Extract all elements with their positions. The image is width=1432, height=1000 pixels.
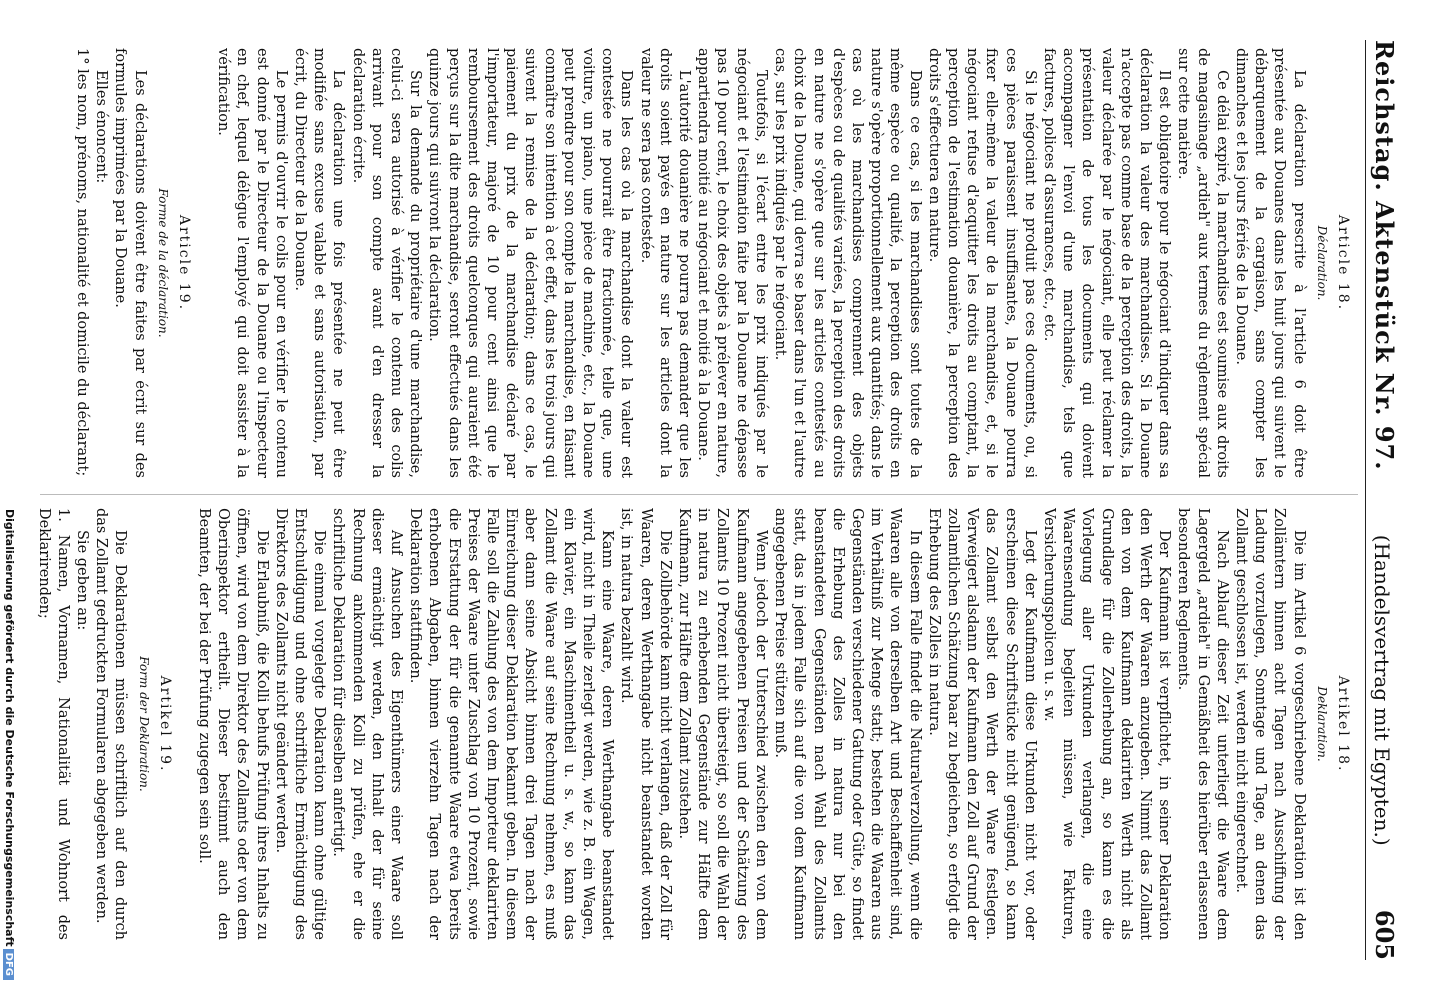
paragraph-fr: Sur la demande du propriétaire d'une marchandise, celui-ci sera autorisé à vérifier le contenu des colis arrivant pour son compte avant d'en dresser la déclaration écrite.: [349, 48, 424, 478]
column-divider: [40, 494, 1358, 495]
paragraph-de: Die Erlaubniß, die Kolli behufs Prüfung ihres Inhalts zu öffnen, wird von dem Direktor des Zollamts oder von dem Oberinspektor ertheilt. Dieser bestimmt auch den Beamten, der bei der Prüfung zugegen sein soll.: [196, 508, 270, 940]
article-18-heading-de: Artikel 18.: [1335, 675, 1351, 773]
article-19-heading-fr: Article 19.: [176, 214, 193, 312]
paragraph-fr: L'autorité douanière ne pourra pas demander que les droits soient payés en nature sur les articles dont la valeur ne sera pas contestée.: [637, 48, 693, 478]
paragraph-de: Die einmal vorgelegte Deklaration kann ohne gültige Entschuldigung und ohne schriftliche Ermächtigung des Direktors des Zollamts nicht geändert werden.: [272, 508, 328, 940]
digitization-credit: [2, 420, 16, 980]
header-center: (Handelsvertrag mit Egypten.): [1370, 534, 1394, 846]
paragraph-fr: La déclaration une fois présentée ne peut être modifiée sans excuse valable et sans autorisation, par écrit, du Directeur de la Douane.: [292, 48, 347, 478]
paragraph-de: Sie geben an:: [74, 530, 90, 631]
page-header: [1365, 40, 1410, 960]
paragraph-de: Die im Artikel 6 vorgeschriebene Deklaration ist den Zollämtern binnen acht Tagen nach Ausschiffung der Ladung vorzulegen, Sonntage und Tage, an denen das Zollamt geschlossen ist, werden nicht eingerechnet.: [1232, 508, 1307, 940]
paragraph-fr: Il est obligatoire pour le négociant d'indiquer dans sa déclaration la valeur des marchandises. Si la Douane n'accepte pas comme base de la perception des droits, la valeur déclarée par le négociant, elle peut réclamer la présentation de tous les documents qui doivent accompagner l'envoi d'une marchandise, tels que factures, polices d'assurances, etc., etc.: [1040, 48, 1173, 478]
paragraph-de: Die Deklarationen müssen schriftlich auf den durch das Zollamt gedruckten Formularen abgegeben werden.: [93, 508, 129, 940]
paragraph-fr: Si le négociant ne produit pas ces documents, ou, si ces pièces paraissent insuffisantes, la Douane pourra fixer elle-même la valeur de la marchandise, et, si le négociant refuse d'acquitter les droits au comptant, la perception de l'estimation douanière, la perception des droits s'effectuera en nature.: [925, 48, 1038, 478]
paragraph-de: Die Zollbehörde kann nicht verlangen, daß der Zoll für Waaren, deren Werthangabe nicht beanstandet worden ist, in natura bezahlt wird.: [618, 508, 673, 940]
list-item-fr: 1° les nom, prénoms, nationalité et domicile du déclarant;: [74, 48, 90, 477]
french-column: [20, 48, 1358, 478]
article-19-subheading-fr: Forme de la déclaration.: [155, 188, 170, 338]
article-19-subheading-de: Form der Deklaration.: [136, 656, 151, 792]
paragraph-fr: Toutefois, si l'écart entre les prix indiqués par le négociant et l'estimation faite par la Douane ne dépasse pas 10 pour cent, le choix des objets à prélever en nature, appartiendra moitié au négociant et moitié à la Douane.: [695, 48, 769, 478]
paragraph-de: Legt der Kaufmann diese Urkunden nicht vor, oder erscheinen diese Schriftstücke nicht genügend, so kann das Zollamt selbst den Werth der Waare festlegen. Verweigert alsdann der Kaufmann den Zoll auf Grund der zollamtlichen Schätzung baar zu begleichen, so erfolgt die Erhebung des Zolles in natura.: [925, 508, 1038, 940]
paragraph-de: Kann eine Waare, deren Werthangabe beanstandet wird, nicht in Theile zerlegt werden, wie z. B. ein Wagen, ein Klavier, ein Maschinentheil u. s. w., so kann das Zollamt die Waare auf seine Rechnung nehmen, es muß aber dann seine Absicht binnen drei Tagen nach der Einreichung dieser Deklaration bekannt geben. In diesem Falle soll die Zahlung des von dem Importeur deklarirten Preises der Waare unter Zuschlag von 10 Prozent, sowie die Erstattung der für die genannte Waare etwa bereits erhobenen Abgaben, binnen vierzehn Tagen nach der Deklaration stattfinden.: [407, 508, 616, 940]
paragraph-de: Auf Ansuchen des Eigenthümers einer Waare soll dieser ermächtigt werden, den Inhalt der für seine Rechnung ankommenden Kolli zu prüfen, ehe er die schriftliche Deklaration für dieselben anfertigt.: [330, 508, 405, 940]
paragraph-de: Wenn jedoch der Unterschied zwischen den von dem Kaufmann angegebenen Preisen und der Schätzung des Zollamts 10 Prozent nicht übersteigt, so soll die Wahl der in natura zu erhebenden Gegenstände zur Hälfte dem Kaufmann, zur Hälfte dem Zollamt zustehen.: [676, 508, 769, 940]
paragraph-fr: Le permis d'ouvrir le colis pour en vérifier le contenu est donné par le Directeur de la Douane ou l'inspecteur en chef, lequel délègue l'employé qui doit assister à la vérification.: [215, 48, 289, 478]
paragraph-fr: Ce délai expiré, la marchandise est soumise aux droits de magasinage „ardieh" aux termes du règlement spécial sur cette matière.: [1175, 48, 1230, 478]
paragraph-de: Nach Ablauf dieser Zeit unterliegt die Waare dem Lagergeld „ardieh" in Gemäßheit des hierüber erlassenen besonderen Reglements.: [1175, 508, 1230, 940]
article-18-subheading-fr: Déclaration.: [1314, 225, 1329, 301]
header-left: Reichstag. Aktenstück Nr. 97.: [1370, 40, 1399, 471]
article-19-heading-de: Artikel 19.: [156, 675, 173, 773]
paragraph-fr: Dans ce cas, si les marchandises sont toutes de la même espèce ou qualité, la perception des droits en nature s'opère proportionnellement aux quantités; dans le cas où les marchandises comprennent des objets d'espèces ou de qualités variées, la perception des droits en nature ne s'opère que sur les articles contestés au choix de la Douane, qui devra se baser dans l'un et l'autre cas, sur les prix indiqués par le négociant.: [772, 48, 923, 478]
dfg-logo: DFG: [3, 949, 14, 980]
paragraph-fr: Elles énoncent:: [93, 70, 110, 184]
paragraph-fr: Les déclarations doivent être faites par écrit sur des formules imprimées par la Douane.: [112, 48, 148, 478]
paragraph-fr: La déclaration prescrite à l'article 6 doit être présentée aux Douanes dans les huit jours qui suivent le débarquement de la cargaison, sans compter les dimanches et les jours fériés de la Douane.: [1232, 48, 1307, 478]
paragraph-fr: Dans les cas où la marchandise dont la valeur est contestée ne pourrait être fractionnée, telle que, une voiture, un piano, une pièce de machine, etc., la Douane peut prendre pour son compte la marchandise, en faisant connaître son intention à cet effet, dans les trois jours qui suivent la remise de la déclaration; dans ce cas, le paiement du prix de la marchandise déclaré par l'importateur, majoré de 10 pour cent ainsi que le remboursement des droits quelconques qui auraient été perçus sur la dite marchandise, seront effectués dans les quinze jours qui suivront la déclaration.: [426, 48, 635, 478]
paragraph-de: Der Kaufmann ist verpflichtet, in seiner Deklaration den Werth der Waaren anzugeben. Nimmt das Zollamt den von dem Kaufmann deklarirten Werth nicht als Grundlage für die Zollerhebung an, so kann es die Vorlegung aller Urkunden verlangen, die eine Waarensendung begleiten müssen, wie Fakturen, Versicherungspolicen u. s. w.: [1040, 508, 1173, 940]
paragraph-de: In diesem Falle findet die Naturalverzollung, wenn die Waaren alle von derselben Art und Beschaffenheit sind, im Verhältniß zur Menge statt; bestehen die Waaren aus Gegenständen verschiedener Gattung oder Güte, so findet die Erhebung des Zolles in natura nur bei den beanstandeten Gegenständen nach Wahl des Zollamts statt, das in jedem Falle sich auf die von dem Kaufmann angegebenen Preise stützen muß.: [772, 508, 923, 940]
article-18-subheading-de: Deklaration.: [1314, 686, 1329, 762]
list-item-de: 1. Namen, Vornamen, Nationalität und Wohnort des Deklarirenden;: [35, 508, 71, 940]
german-column: [20, 508, 1358, 940]
page-number: 605: [1370, 909, 1399, 960]
credit-text: Digitalisierung gefördert durch die Deutsche Forschungsgemeinschaft: [3, 508, 16, 947]
article-18-heading-fr: Article 18.: [1335, 214, 1351, 312]
